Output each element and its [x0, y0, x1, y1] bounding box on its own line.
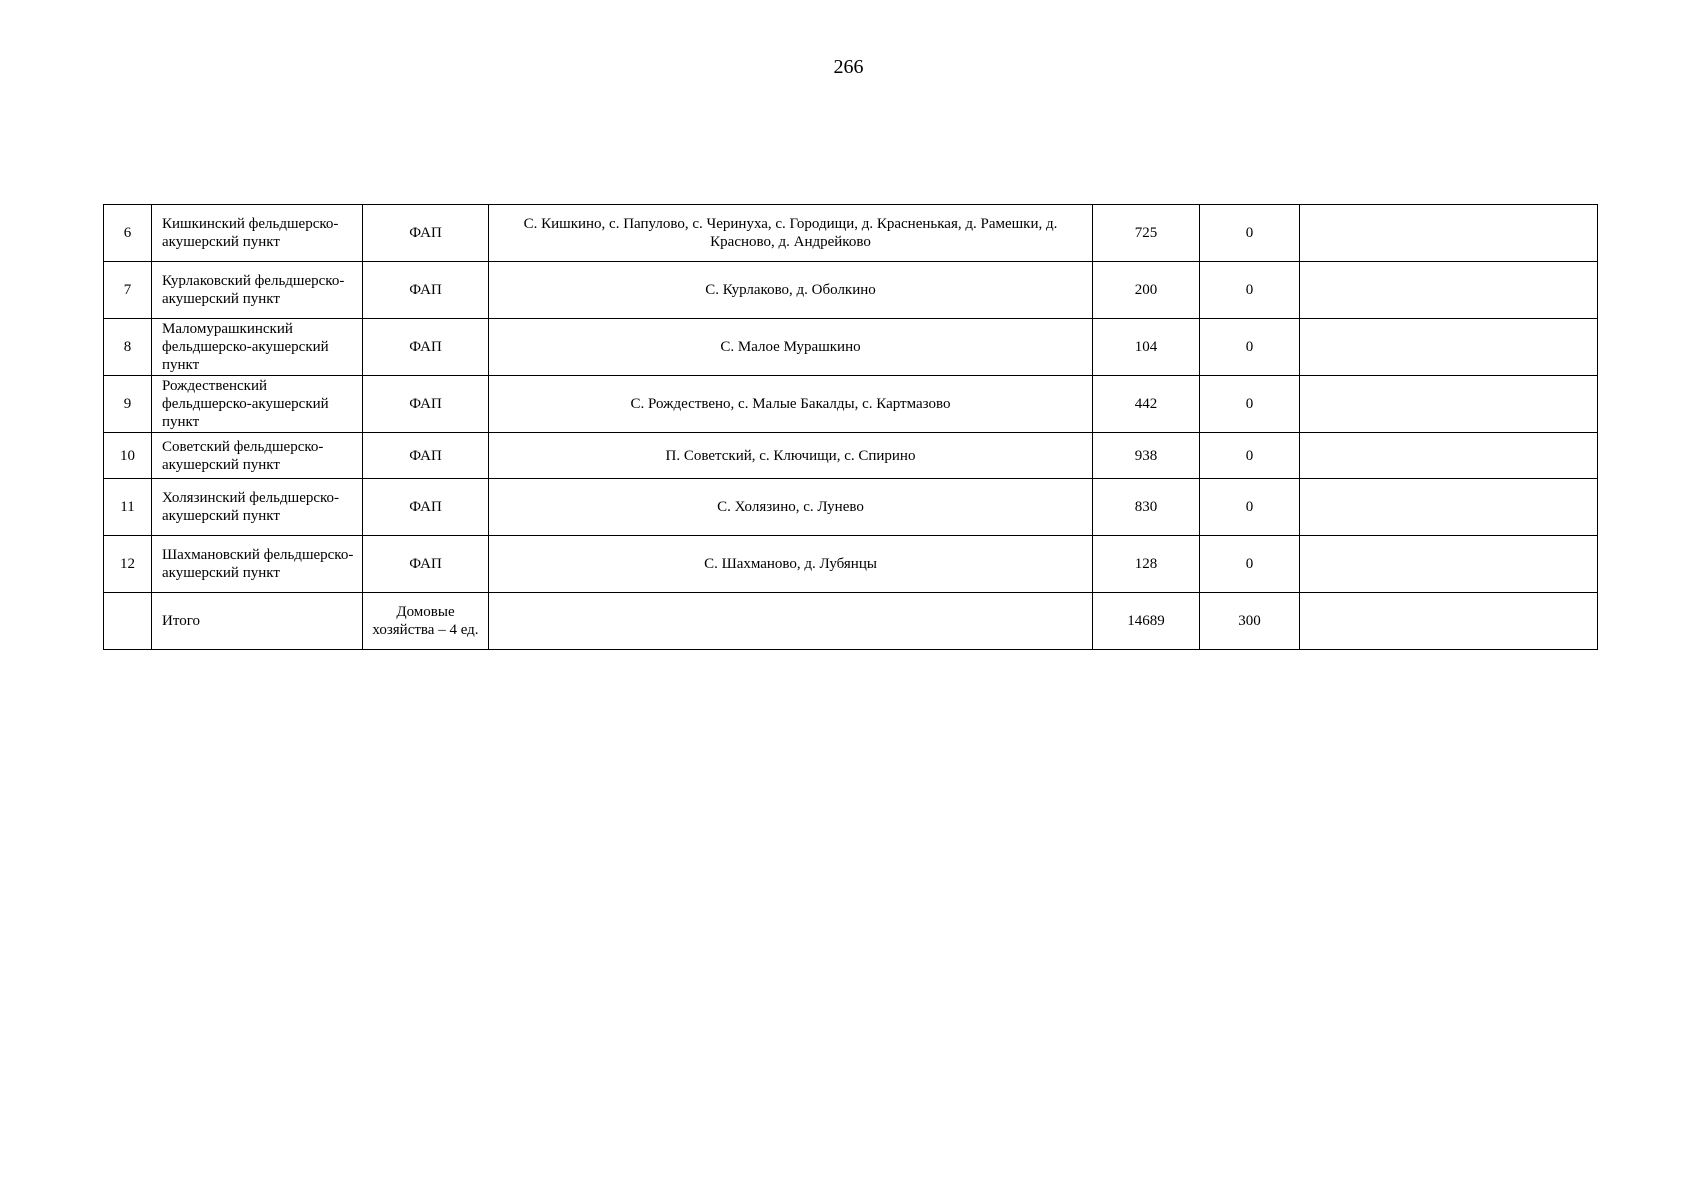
settlements: С. Курлаково, д. Оболкино — [489, 262, 1093, 319]
population: 104 — [1093, 319, 1200, 376]
value-2: 0 — [1200, 319, 1300, 376]
population: 200 — [1093, 262, 1200, 319]
row-number: 9 — [104, 376, 152, 433]
row-number: 10 — [104, 433, 152, 479]
facility-type: ФАП — [363, 376, 489, 433]
total-population: 14689 — [1093, 593, 1200, 650]
facility-type: ФАП — [363, 479, 489, 536]
row-number: 8 — [104, 319, 152, 376]
total-row — [104, 593, 1598, 650]
note — [1300, 479, 1598, 536]
population: 938 — [1093, 433, 1200, 479]
facility-type: ФАП — [363, 319, 489, 376]
population: 442 — [1093, 376, 1200, 433]
settlements — [489, 593, 1093, 650]
row-number: 12 — [104, 536, 152, 593]
settlements: С. Малое Мурашкино — [489, 319, 1093, 376]
row-number: 11 — [104, 479, 152, 536]
facility-name: Маломурашкинский фельдшерско-акушерский пункт — [152, 319, 363, 376]
value-2: 0 — [1200, 479, 1300, 536]
value-2: 0 — [1200, 433, 1300, 479]
facility-name: Рождественский фельдшерско-акушерский пункт — [152, 376, 363, 433]
table-row — [104, 205, 1598, 262]
row-number: 7 — [104, 262, 152, 319]
table-row — [104, 433, 1598, 479]
facility-type: ФАП — [363, 433, 489, 479]
total-label: Итого — [152, 593, 363, 650]
facility-name: Холязинский фельдшерско-акушерский пункт — [152, 479, 363, 536]
settlements: С. Холязино, с. Лунево — [489, 479, 1093, 536]
facility-name: Кишкинский фельдшерско-акушерский пункт — [152, 205, 363, 262]
note — [1300, 593, 1598, 650]
note — [1300, 433, 1598, 479]
page-number: 266 — [833, 56, 864, 78]
note — [1300, 536, 1598, 593]
settlements: С. Шахманово, д. Лубянцы — [489, 536, 1093, 593]
settlements: П. Советский, с. Ключищи, с. Спирино — [489, 433, 1093, 479]
facility-type: ФАП — [363, 536, 489, 593]
facility-name: Курлаковский фельдшерско-акушерский пункт — [152, 262, 363, 319]
table-row — [104, 479, 1598, 536]
facility-name: Советский фельдшерско-акушерский пункт — [152, 433, 363, 479]
facilities-table — [103, 204, 1598, 650]
note — [1300, 262, 1598, 319]
note — [1300, 319, 1598, 376]
table-row — [104, 376, 1598, 433]
table-row — [104, 536, 1598, 593]
population: 128 — [1093, 536, 1200, 593]
settlements: С. Кишкино, с. Папулово, с. Черинуха, с. Городищи, д. Красненькая, д. Рамешки, д. Красново, д. Андрейково — [489, 205, 1093, 262]
row-number: 6 — [104, 205, 152, 262]
facility-type: ФАП — [363, 205, 489, 262]
value-2: 0 — [1200, 376, 1300, 433]
facility-name: Шахмановский фельдшерско-акушерский пункт — [152, 536, 363, 593]
value-2: 0 — [1200, 205, 1300, 262]
settlements: С. Рождествено, с. Малые Бакалды, с. Картмазово — [489, 376, 1093, 433]
total-type: Домовые хозяйства – 4 ед. — [363, 593, 489, 650]
total-value-2: 300 — [1200, 593, 1300, 650]
value-2: 0 — [1200, 262, 1300, 319]
population: 725 — [1093, 205, 1200, 262]
row-number — [104, 593, 152, 650]
note — [1300, 376, 1598, 433]
table-row — [104, 262, 1598, 319]
table-row — [104, 319, 1598, 376]
facility-type: ФАП — [363, 262, 489, 319]
value-2: 0 — [1200, 536, 1300, 593]
population: 830 — [1093, 479, 1200, 536]
note — [1300, 205, 1598, 262]
